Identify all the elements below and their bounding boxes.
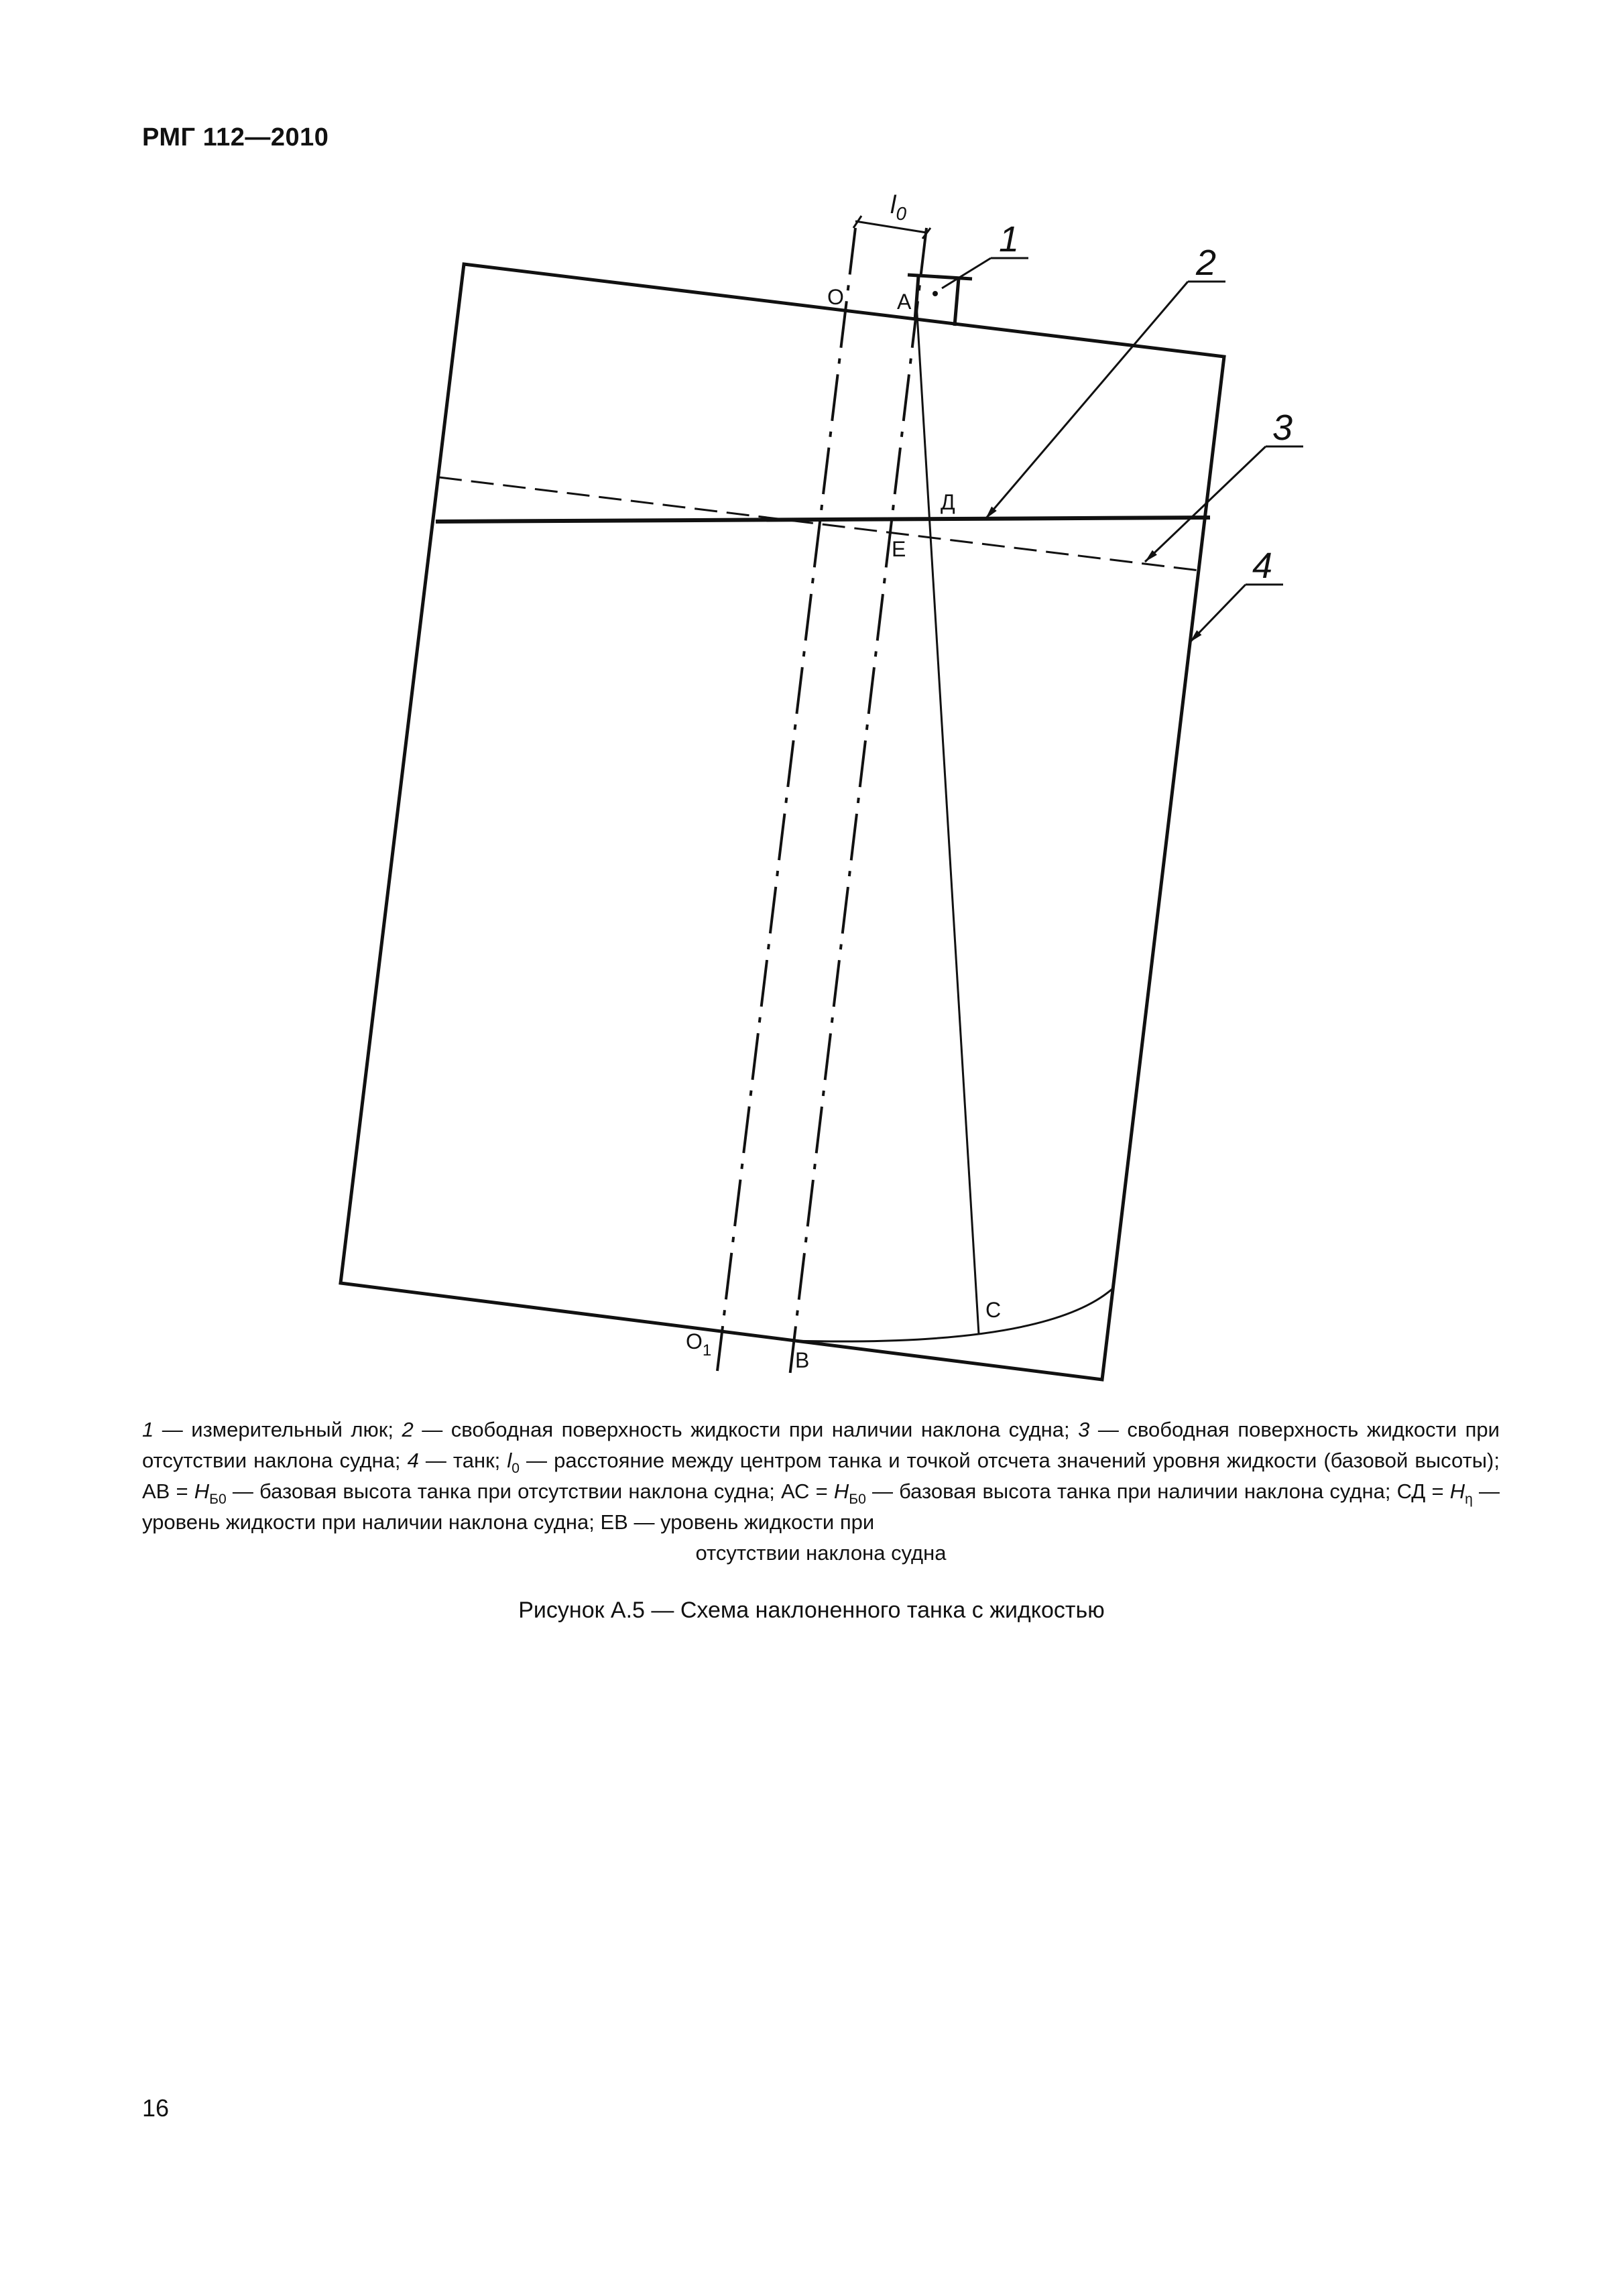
callout-3-leader [1145, 446, 1266, 562]
figure-title: Рисунок А.5 — Схема наклоненного танка с жидкостью [518, 1597, 1105, 1623]
l0-dimension [853, 216, 930, 239]
label-point-o: О [827, 285, 844, 309]
bottom-curve [793, 1288, 1113, 1341]
page-number: 16 [142, 2094, 170, 2122]
callout-2-leader [985, 282, 1188, 519]
callout-4-number: 4 [1252, 546, 1273, 586]
callout-1-number: 1 [999, 219, 1020, 259]
label-point-c: С [985, 1298, 1002, 1322]
free-surface-tilt-line [436, 518, 1210, 522]
free-surface-no-tilt-line [439, 477, 1205, 571]
label-point-d: Д [941, 490, 955, 514]
label-l0: $l_0$ [890, 191, 907, 224]
label-point-e: Е [892, 537, 906, 561]
label-point-o1: $О_1$ [686, 1329, 712, 1360]
hatch-center-dot [933, 291, 938, 296]
label-point-a: А [897, 290, 912, 314]
base-height-tilt-line [916, 303, 979, 1334]
callout-1-leader [942, 258, 991, 288]
document-code: РМГ 112—2010 [142, 123, 329, 152]
figure-legend: 1 — измерительный люк; 2 — свободная поверхность жидкости при наличии наклона судна; 3 — свободная поверхность жидкости при отсутствии наклона судна; 4 — танк; $l_0$ — расстояние между центром танка и точкой отсчета значений уровня жидкости (базовой высоты); АВ = $H_{Б0}$ — базовая высота танка при отсутствии наклона судна; АС = $H_{Б0}$ — базовая высота танка при наличии наклона судна; СД = $H_\eta$ — уровень жидкости при наличии наклона судна; ЕВ — уровень жидкости при отсутствии наклона судна [142, 1418, 1500, 1565]
callout-4-leader [1190, 585, 1246, 642]
callout-2-number: 2 [1196, 243, 1217, 283]
reference-axis-line [789, 228, 926, 1382]
tank-center-axis-line [717, 228, 855, 1371]
label-point-b: В [795, 1348, 810, 1372]
callout-3-number: 3 [1272, 408, 1293, 448]
